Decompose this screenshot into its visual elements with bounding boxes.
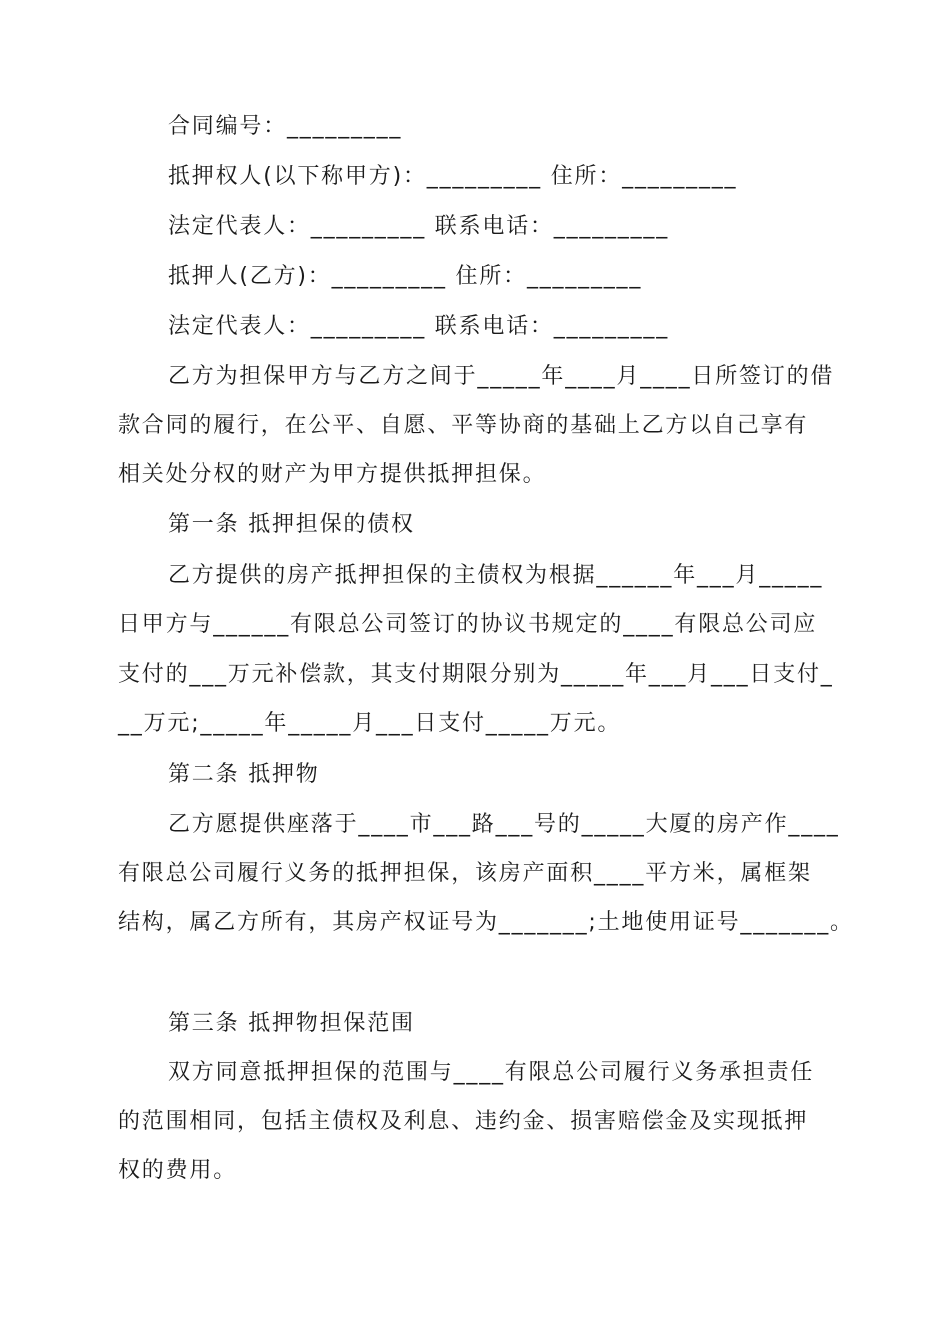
article-text-line: 支付的___万元补偿款，其支付期限分别为_____年___月___日支付_ <box>118 662 834 687</box>
article-text-line: 的范围相同，包括主债权及利息、违约金、损害赔偿金及实现抵押 <box>118 1109 809 1134</box>
article-text-line: 日甲方与______有限总公司签订的协议书规定的____有限总公司应 <box>118 612 818 637</box>
legal-representative-line: 法定代表人：_________ 联系电话：_________ <box>168 314 669 339</box>
contract-number-line: 合同编号：_________ <box>168 114 403 139</box>
mortgagor-line: 抵押人(乙方)：_________ 住所：_________ <box>168 264 643 289</box>
article-text-line: 有限总公司履行义务的抵押担保，该房产面积____平方米，属框架 <box>118 861 812 886</box>
article-heading: 第二条 抵押物 <box>168 762 320 787</box>
preamble-line: 乙方为担保甲方与乙方之间于_____年____月____日所签订的借 <box>168 364 835 389</box>
article-heading: 第一条 抵押担保的债权 <box>168 512 415 537</box>
mortgagee-line: 抵押权人(以下称甲方)：_________ 住所：_________ <box>168 164 738 189</box>
article-text-line: 结构，属乙方所有，其房产权证号为_______;土地使用证号_______。 <box>118 910 854 935</box>
article-text-line: 乙方提供的房产抵押担保的主债权为根据______年___月_____ <box>168 563 824 588</box>
article-text-line: 权的费用。 <box>118 1158 238 1183</box>
article-text-line: __万元;_____年_____月___日支付_____万元。 <box>118 711 622 736</box>
legal-representative-line: 法定代表人：_________ 联系电话：_________ <box>168 214 669 239</box>
preamble-line: 相关处分权的财产为甲方提供抵押担保。 <box>118 462 547 487</box>
article-text-line: 双方同意抵押担保的范围与____有限总公司履行义务承担责任 <box>168 1060 815 1085</box>
article-heading: 第三条 抵押物担保范围 <box>168 1011 415 1036</box>
preamble-line: 款合同的履行，在公平、自愿、平等协商的基础上乙方以自己享有 <box>118 413 809 438</box>
article-text-line: 乙方愿提供座落于____市___路___号的_____大厦的房产作____ <box>168 812 840 837</box>
